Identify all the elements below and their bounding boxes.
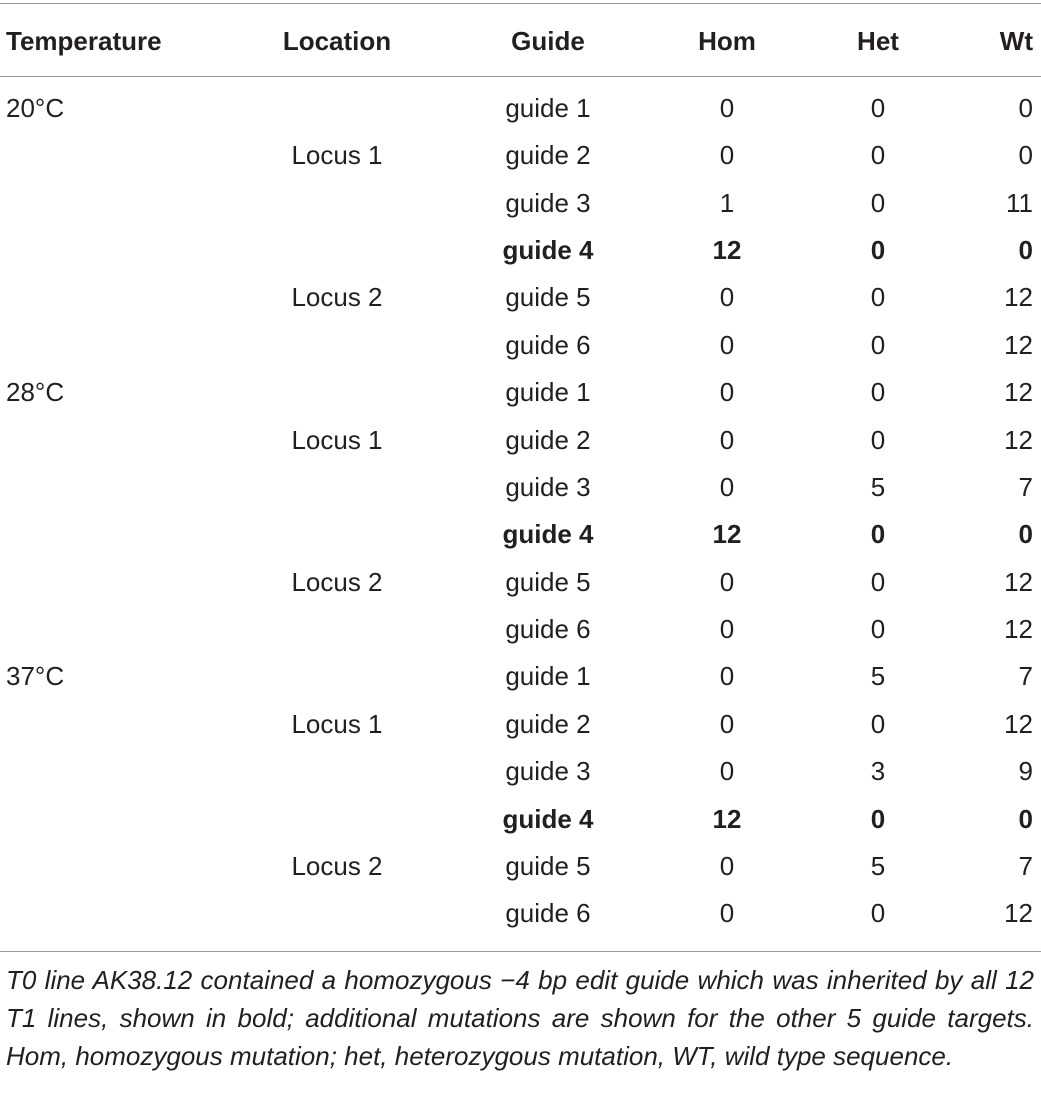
table-row [0,369,1041,416]
results-table [0,17,1041,938]
cell-guide: guide 6 [505,614,591,645]
table-footnote: T0 line AK38.12 contained a homozygous −4 bp edit guide which was inherited by all 12 T1 lines, shown in bold; additional mutations are shown for the other 5 guide targets. Hom, homozygous mutation; het, heterozygous mutation, WT, wild type sequence. [6,965,1034,1071]
table-row [0,511,1041,558]
cell-het: 5 [870,471,886,502]
cell-hom: 0 [719,329,735,360]
cell-het: 5 [870,851,886,882]
cell-location [230,748,444,795]
cell-temperature [0,748,230,795]
table-row [0,843,1041,890]
cell-guide: guide 3 [505,756,591,787]
cell-wt: 0 [1018,234,1033,265]
cell-guide: guide 5 [505,282,591,313]
cell-guide: guide 5 [505,566,591,597]
cell-wt: 7 [1018,851,1033,882]
cell-temperature [0,416,230,463]
cell-hom: 0 [719,566,735,597]
cell-temperature [0,511,230,558]
cell-location [230,227,444,274]
cell-het: 0 [870,708,886,739]
cell-wt: 12 [1004,424,1033,455]
table-row [0,65,1041,132]
cell-guide: guide 1 [505,661,591,692]
cell-wt: 0 [1018,140,1033,171]
cell-het: 0 [870,614,886,645]
cell-hom: 0 [719,756,735,787]
cell-location: Locus 1 [291,424,383,455]
table-row [0,132,1041,179]
table-row [0,890,1041,937]
cell-temperature [0,701,230,748]
cell-wt: 12 [1004,282,1033,313]
cell-wt: 11 [1006,187,1033,218]
cell-guide: guide 6 [505,898,591,929]
table-row [0,748,1041,795]
cell-temperature: 20°C [6,93,65,123]
cell-het: 0 [870,187,886,218]
table-row [0,701,1041,748]
cell-hom: 0 [719,471,735,502]
table-row [0,179,1041,226]
table-row [0,464,1041,511]
cell-het: 0 [870,93,886,123]
cell-hom: 0 [719,377,735,408]
cell-het: 0 [870,519,886,550]
cell-temperature [0,179,230,226]
cell-temperature [0,843,230,890]
cell-temperature [0,274,230,321]
cell-het: 0 [870,898,886,929]
cell-location [230,795,444,842]
cell-wt: 0 [1018,519,1033,550]
table-row [0,653,1041,700]
cell-guide: guide 4 [502,519,594,550]
table-row [0,227,1041,274]
cell-temperature [0,559,230,606]
cell-wt: 12 [1004,566,1033,597]
cell-location [230,369,444,416]
cell-location: Locus 2 [291,282,383,313]
table-row [0,322,1041,369]
cell-temperature [0,890,230,937]
table-row [0,416,1041,463]
cell-guide: guide 3 [505,471,591,502]
cell-wt: 9 [1018,756,1033,787]
cell-guide: guide 4 [502,803,594,834]
cell-hom: 0 [719,708,735,739]
cell-het: 0 [870,234,886,265]
cell-location [230,606,444,653]
cell-het: 0 [870,566,886,597]
table-row [0,795,1041,842]
cell-location: Locus 2 [291,851,383,882]
cell-hom: 0 [719,898,735,929]
cell-wt: 7 [1018,661,1033,692]
cell-location: Locus 1 [291,140,383,171]
cell-guide: guide 2 [505,708,591,739]
cell-guide: guide 6 [505,329,591,360]
cell-wt: 0 [1018,93,1033,123]
cell-temperature [0,464,230,511]
cell-hom: 1 [719,187,735,218]
table-row [0,559,1041,606]
table-row [0,274,1041,321]
cell-temperature [0,795,230,842]
cell-location [230,890,444,937]
cell-guide: guide 5 [505,851,591,882]
cell-hom: 0 [719,661,735,692]
cell-temperature [0,227,230,274]
cell-guide: guide 1 [505,93,591,123]
cell-hom: 0 [719,140,735,171]
cell-hom: 12 [712,803,742,834]
cell-hom: 12 [712,519,742,550]
cell-guide: guide 3 [505,187,591,218]
cell-location: Locus 2 [291,566,383,597]
cell-location [230,511,444,558]
cell-het: 0 [870,282,886,313]
cell-het: 0 [870,140,886,171]
header-hom: Hom [698,25,756,56]
cell-guide: guide 2 [505,140,591,171]
cell-hom: 0 [719,93,735,123]
cell-hom: 12 [712,234,742,265]
header-location: Location [282,25,392,56]
cell-wt: 12 [1004,898,1033,929]
cell-temperature [0,132,230,179]
table-row [0,606,1041,653]
cell-location [230,179,444,226]
cell-het: 0 [870,424,886,455]
cell-wt: 0 [1018,803,1033,834]
cell-wt: 12 [1004,329,1033,360]
header-wt: Wt [999,25,1033,56]
cell-het: 5 [870,661,886,692]
cell-het: 0 [870,803,886,834]
header-guide: Guide [511,25,585,56]
cell-location [230,322,444,369]
bottom-rule [0,951,1041,952]
cell-location: Locus 1 [291,708,383,739]
cell-wt: 12 [1004,377,1033,408]
cell-het: 0 [870,377,886,408]
cell-temperature [0,606,230,653]
cell-het: 0 [870,329,886,360]
cell-guide: guide 1 [505,377,591,408]
cell-location [230,464,444,511]
header-row [0,17,1041,65]
cell-location [230,65,444,132]
cell-hom: 0 [719,424,735,455]
top-rule [0,3,1041,4]
header-het: Het [857,25,899,56]
header-temperature: Temperature [6,25,162,56]
cell-guide: guide 4 [502,234,594,265]
cell-location [230,653,444,700]
cell-hom: 0 [719,851,735,882]
cell-temperature: 28°C [6,377,65,408]
cell-temperature [0,322,230,369]
cell-temperature: 37°C [6,661,65,692]
cell-wt: 12 [1004,708,1033,739]
cell-het: 3 [870,756,886,787]
cell-hom: 0 [719,282,735,313]
cell-wt: 12 [1004,614,1033,645]
cell-hom: 0 [719,614,735,645]
cell-wt: 7 [1018,471,1033,502]
cell-guide: guide 2 [505,424,591,455]
table-body [0,65,1041,938]
